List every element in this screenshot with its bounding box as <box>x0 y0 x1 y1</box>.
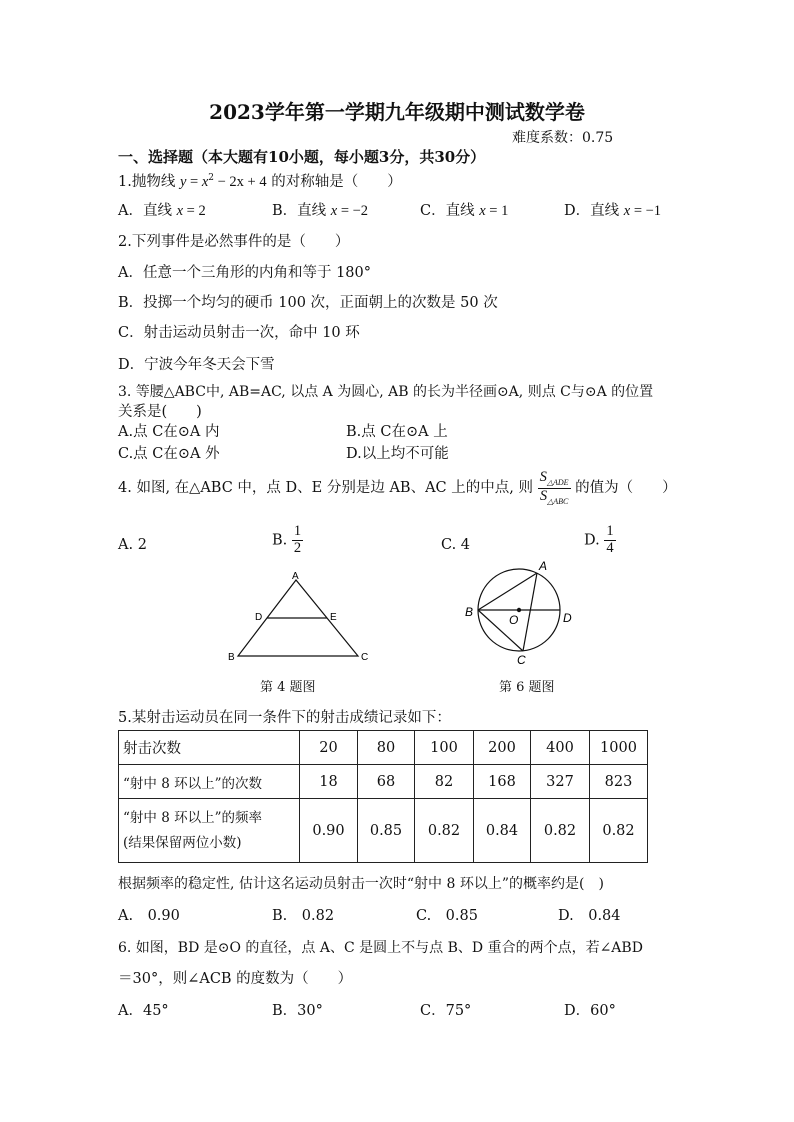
q6-option-a: A．45° <box>118 1003 169 1019</box>
section-heading: 一、选择题（本大题有10小题，每小题3分，共30分） <box>118 148 486 166</box>
table-cell: 0.82 <box>531 799 590 863</box>
question-5-stem: 5.某射击运动员在同一条件下的射击成绩记录如下： <box>118 710 451 726</box>
row-label: “射中 8 环以上”的次数 <box>119 765 300 799</box>
chord-ac <box>523 573 537 651</box>
difficulty-coefficient: 难度系数：0.75 <box>512 130 614 146</box>
table-cell: 82 <box>415 765 474 799</box>
table-cell: 0.82 <box>590 799 648 863</box>
table-cell: 20 <box>300 731 358 765</box>
figure-4-caption: 第 4 题图 <box>260 680 316 695</box>
q3-option-b: B.点 C在⊙A 上 <box>346 424 448 440</box>
label-b: B <box>228 652 235 663</box>
table-cell: 0.85 <box>358 799 415 863</box>
question-6-line1: 6. 如图，BD 是⊙O 的直径，点 A、C 是圆上不与点 B、D 重合的两个点，若∠ABD <box>118 940 643 956</box>
question-6-line2: ＝30°，则∠ACB 的度数为（ ） <box>118 971 353 987</box>
table-cell: 823 <box>590 765 648 799</box>
q1-prefix: 1.抛物线 <box>118 174 180 190</box>
label-c: C <box>517 653 526 667</box>
label-b: B <box>465 605 474 619</box>
question-5-followup: 根据频率的稳定性, 估计这名运动员射击一次时“射中 8 环以上”的概率约是( ) <box>118 876 604 892</box>
table-cell: 200 <box>474 731 531 765</box>
figure-6-circle <box>455 556 575 672</box>
q5-option-b: B. 0.82 <box>272 908 335 924</box>
q6-option-d: D．60° <box>564 1003 616 1019</box>
q2-option-c: C．射击运动员射击一次，命中 10 环 <box>118 325 360 341</box>
q4-stem-end: 的值为（ ） <box>575 480 677 497</box>
q3-option-a: A.点 C在⊙A 内 <box>118 424 220 440</box>
chord-ba <box>478 573 537 610</box>
q3-option-c: C.点 C在⊙A 外 <box>118 446 220 462</box>
label-a: A <box>292 571 299 582</box>
table-cell: 100 <box>415 731 474 765</box>
figure-6-caption: 第 6 题图 <box>499 680 555 695</box>
q4-option-c: C. 4 <box>441 537 471 553</box>
table-cell: 0.90 <box>300 799 358 863</box>
q4-option-b: B. $\frac{1}{2}$ <box>272 523 302 556</box>
q1-formula-pow: 2 <box>208 173 214 184</box>
q1-option-b: B．直线 x = −2 <box>272 203 369 219</box>
q1-formula-eq: = <box>186 174 202 190</box>
q3-option-d: D.以上均不可能 <box>346 446 449 462</box>
center-point <box>517 608 521 612</box>
label-o: O <box>509 613 519 627</box>
label-d: D <box>255 612 263 623</box>
row-label: 射击次数 <box>119 731 300 765</box>
q1-suffix: 的对称轴是（ ） <box>266 174 402 190</box>
q1-option-d: D．直线 x = −1 <box>564 203 662 219</box>
question-4-stem <box>118 470 677 506</box>
table-cell: 68 <box>358 765 415 799</box>
table-cell: 400 <box>531 731 590 765</box>
q2-option-d: D．宁波今年冬天会下雪 <box>118 357 275 373</box>
q4-option-d: D. $\frac{1}{4}$ <box>584 523 614 556</box>
table-cell: 0.84 <box>474 799 531 863</box>
q6-option-b: B．30° <box>272 1003 323 1019</box>
table-cell: 80 <box>358 731 415 765</box>
figure-4-triangle <box>220 568 380 668</box>
row-label: “射中 8 环以上”的频率 (结果保留两位小数) <box>119 799 300 863</box>
table-cell: 18 <box>300 765 358 799</box>
table-cell: 168 <box>474 765 531 799</box>
question-3-line1: 3. 等腰△ABC中, AB=AC, 以点 A 为圆心, AB 的长为半径画⊙A, 则点 C与⊙A 的位置 <box>118 384 654 400</box>
label-a: A <box>539 559 548 573</box>
q6-option-c: C．75° <box>420 1003 472 1019</box>
q1-option-a: A．直线 x = 2 <box>118 203 206 219</box>
q2-option-b: B．投掷一个均匀的硬币 100 次，正面朝上的次数是 50 次 <box>118 295 498 311</box>
q5-option-c: C. 0.85 <box>416 908 478 924</box>
q4-option-a: A. 2 <box>118 537 147 553</box>
q5-option-d: D. 0.84 <box>558 908 621 924</box>
page-title: 2023学年第一学期九年级期中测试数学卷 <box>209 100 585 124</box>
q1-formula-rest: − 2x + 4 <box>214 174 267 190</box>
table-row <box>119 765 648 799</box>
shooting-record-table <box>118 730 648 863</box>
label-c: C <box>361 652 369 663</box>
question-2-stem: 2.下列事件是必然事件的是（ ） <box>118 234 350 250</box>
table-row <box>119 799 648 863</box>
table-row <box>119 731 648 765</box>
q4-area-ratio: $\frac{S_{\triangle ADE}}{S_{\triangle ABC}}$ <box>539 469 569 506</box>
table-cell: 1000 <box>590 731 648 765</box>
q5-option-a: A. 0.90 <box>118 908 180 924</box>
q4-stem-text: 4. 如图, 在△ABC 中，点 D、E 分别是边 AB、AC 上的中点, 则 <box>118 480 533 497</box>
q2-option-a: A．任意一个三角形的内角和等于 180° <box>118 265 372 281</box>
q1-formula-y: y <box>179 174 187 190</box>
label-d: D <box>563 611 572 625</box>
q1-formula-x: x <box>201 174 209 190</box>
question-3-line2: 关系是( ) <box>118 404 202 420</box>
table-cell: 327 <box>531 765 590 799</box>
question-1-stem <box>118 170 402 191</box>
q1-option-c: C．直线 x = 1 <box>420 203 509 219</box>
label-e: E <box>330 612 337 623</box>
table-cell: 0.82 <box>415 799 474 863</box>
